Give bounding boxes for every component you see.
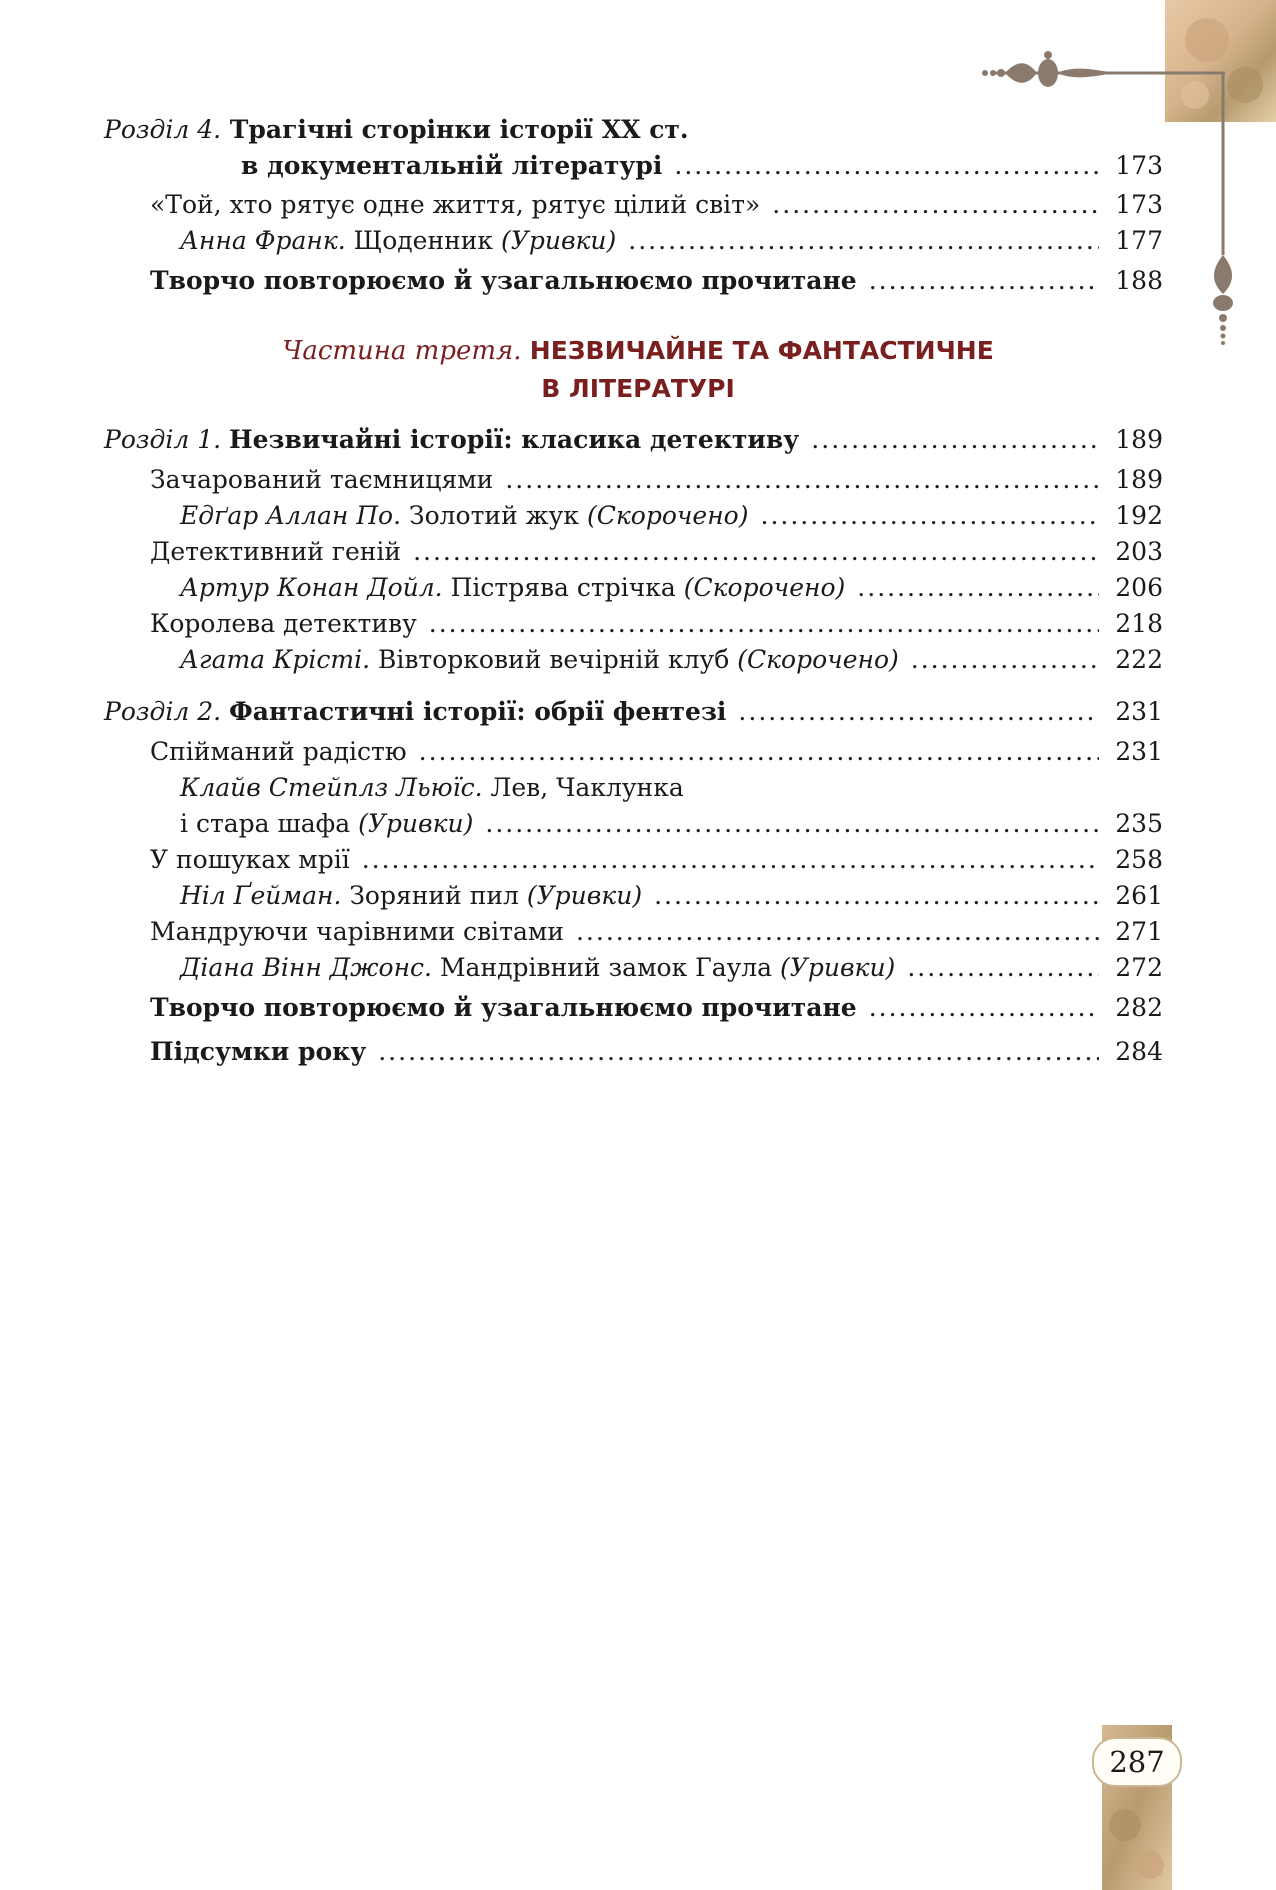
page-ref: 188 xyxy=(1115,266,1163,295)
page-ref: 231 xyxy=(1115,737,1163,766)
page-ref: 189 xyxy=(1115,425,1163,454)
author-name: Агата Крісті. xyxy=(180,645,371,674)
toc-row[interactable] xyxy=(180,223,1163,259)
section-number: Розділ 1. xyxy=(104,425,222,454)
toc-row[interactable] xyxy=(150,914,1163,950)
part-title-line-1: НЕЗВИЧАЙНЕ ТА ФАНТАСТИЧНЕ xyxy=(529,336,994,365)
page-ref: 261 xyxy=(1115,881,1163,910)
toc-row[interactable] xyxy=(180,570,1163,606)
entry-label: Зачарований таємницями xyxy=(150,465,494,494)
toc-row-multiline[interactable] xyxy=(180,770,684,806)
section-title: Трагічні сторінки історії ХХ ст. xyxy=(221,115,689,144)
author-name: Діана Вінн Джонс. xyxy=(180,953,433,982)
work-title: Пістрява стрічка xyxy=(442,573,684,602)
dot-leader xyxy=(761,498,1100,534)
edition-note: (Скорочено) xyxy=(586,501,749,530)
edition-note: (Скорочено) xyxy=(737,645,899,674)
edition-note: (Уривки) xyxy=(358,809,474,838)
page-ref: 192 xyxy=(1115,501,1163,530)
entry-label: Королева детективу xyxy=(150,609,417,638)
page-ref: 177 xyxy=(1115,226,1163,255)
toc-row[interactable] xyxy=(150,534,1163,570)
toc-row[interactable] xyxy=(150,606,1163,642)
page-ref: 272 xyxy=(1115,953,1163,982)
entry-label: У пошуках мрії xyxy=(150,845,350,874)
page-ref: 203 xyxy=(1115,537,1163,566)
section-number: Розділ 4. xyxy=(104,115,222,144)
dot-leader xyxy=(628,223,1099,259)
author-name: Ніл Ґейман. xyxy=(180,881,342,910)
toc-row[interactable] xyxy=(180,878,1163,914)
work-title: Зоряний пил xyxy=(341,881,527,910)
toc-row[interactable] xyxy=(180,950,1163,986)
edition-note: (Уривки) xyxy=(526,881,643,910)
page-ref: 258 xyxy=(1115,845,1163,874)
page-ref: 231 xyxy=(1115,697,1163,726)
edition-note: (Уривки) xyxy=(501,226,617,255)
dot-leader xyxy=(429,606,1099,642)
toc-row[interactable] xyxy=(180,806,1163,842)
entry-label: «Той, хто рятує одне життя, рятує цілий світ» xyxy=(150,190,761,219)
toc-row[interactable] xyxy=(150,263,1163,299)
entry-label: Підсумки року xyxy=(150,1037,367,1066)
dot-leader xyxy=(485,806,1099,842)
dot-leader xyxy=(413,534,1099,570)
page-ref: 284 xyxy=(1115,1037,1163,1066)
entry-label: Мандруючи чарівними світами xyxy=(150,917,564,946)
dot-leader xyxy=(674,148,1099,184)
dot-leader xyxy=(811,422,1099,458)
work-title-continued: і стара шафа xyxy=(180,809,359,838)
entry-label: Творчо повторюємо й узагальнюємо прочитане xyxy=(150,993,857,1022)
toc-heading-section-4[interactable] xyxy=(104,112,689,148)
page-ref: 235 xyxy=(1115,809,1163,838)
part-heading xyxy=(0,332,1276,370)
page-ref: 206 xyxy=(1115,573,1163,602)
dot-leader xyxy=(907,950,1099,986)
entry-label: Детективний геній xyxy=(150,537,402,566)
entry-label: Творчо повторюємо й узагальнюємо прочитане xyxy=(150,266,857,295)
dot-leader xyxy=(738,694,1099,730)
page-ref: 218 xyxy=(1115,609,1163,638)
toc-row[interactable] xyxy=(150,990,1163,1026)
toc-row[interactable] xyxy=(180,642,1163,678)
toc-heading-section-1[interactable] xyxy=(104,422,1163,458)
dot-leader xyxy=(378,1034,1099,1070)
part-prefix: Частина третя. xyxy=(282,336,522,366)
edition-note: (Уривки) xyxy=(780,953,896,982)
dot-leader xyxy=(654,878,1099,914)
section-title-continued: в документальній літературі xyxy=(241,151,663,180)
dot-leader xyxy=(576,914,1099,950)
dot-leader xyxy=(857,570,1099,606)
entry-label: Спійманий радістю xyxy=(150,737,407,766)
toc-row[interactable] xyxy=(241,148,1163,184)
toc-row[interactable] xyxy=(150,1034,1163,1070)
toc-row[interactable] xyxy=(150,462,1163,498)
page-ref: 271 xyxy=(1115,917,1163,946)
work-title: Вівторковий вечірній клуб xyxy=(370,645,738,674)
section-title: Незвичайні історії: класика детективу xyxy=(229,425,800,454)
toc-heading-section-2[interactable] xyxy=(104,694,1163,730)
dot-leader xyxy=(419,734,1099,770)
author-name: Клайв Стейплз Льюїс. xyxy=(180,773,483,802)
page-ref: 173 xyxy=(1115,190,1163,219)
part-title-line-2: В ЛІТЕРАТУРІ xyxy=(541,374,735,403)
work-title: Мандрівний замок Гаула xyxy=(432,953,781,982)
page-ref: 189 xyxy=(1115,465,1163,494)
page-ref: 222 xyxy=(1115,645,1163,674)
dot-leader xyxy=(869,263,1099,299)
dot-leader xyxy=(911,642,1099,678)
author-name: Едґар Аллан По. xyxy=(180,501,402,530)
toc-row[interactable] xyxy=(150,842,1163,878)
toc-row[interactable] xyxy=(180,498,1163,534)
dot-leader xyxy=(869,990,1099,1026)
page-ref: 282 xyxy=(1115,993,1163,1022)
page-number: 287 xyxy=(1092,1737,1182,1787)
dot-leader xyxy=(505,462,1099,498)
toc-row[interactable] xyxy=(150,187,1163,223)
work-title: Золотий жук xyxy=(401,501,587,530)
work-title: Щоденник xyxy=(345,226,502,255)
toc-row[interactable] xyxy=(150,734,1163,770)
work-title: Лев, Чаклунка xyxy=(482,773,684,802)
section-number: Розділ 2. xyxy=(104,697,222,726)
author-name: Анна Франк. xyxy=(180,226,346,255)
part-heading-line-2 xyxy=(0,370,1276,408)
dot-leader xyxy=(362,842,1099,878)
dot-leader xyxy=(772,187,1099,223)
edition-note: (Скорочено) xyxy=(683,573,846,602)
author-name: Артур Конан Дойл. xyxy=(180,573,443,602)
section-title: Фантастичні історії: обрії фентезі xyxy=(229,697,727,726)
page-ref: 173 xyxy=(1115,151,1163,180)
